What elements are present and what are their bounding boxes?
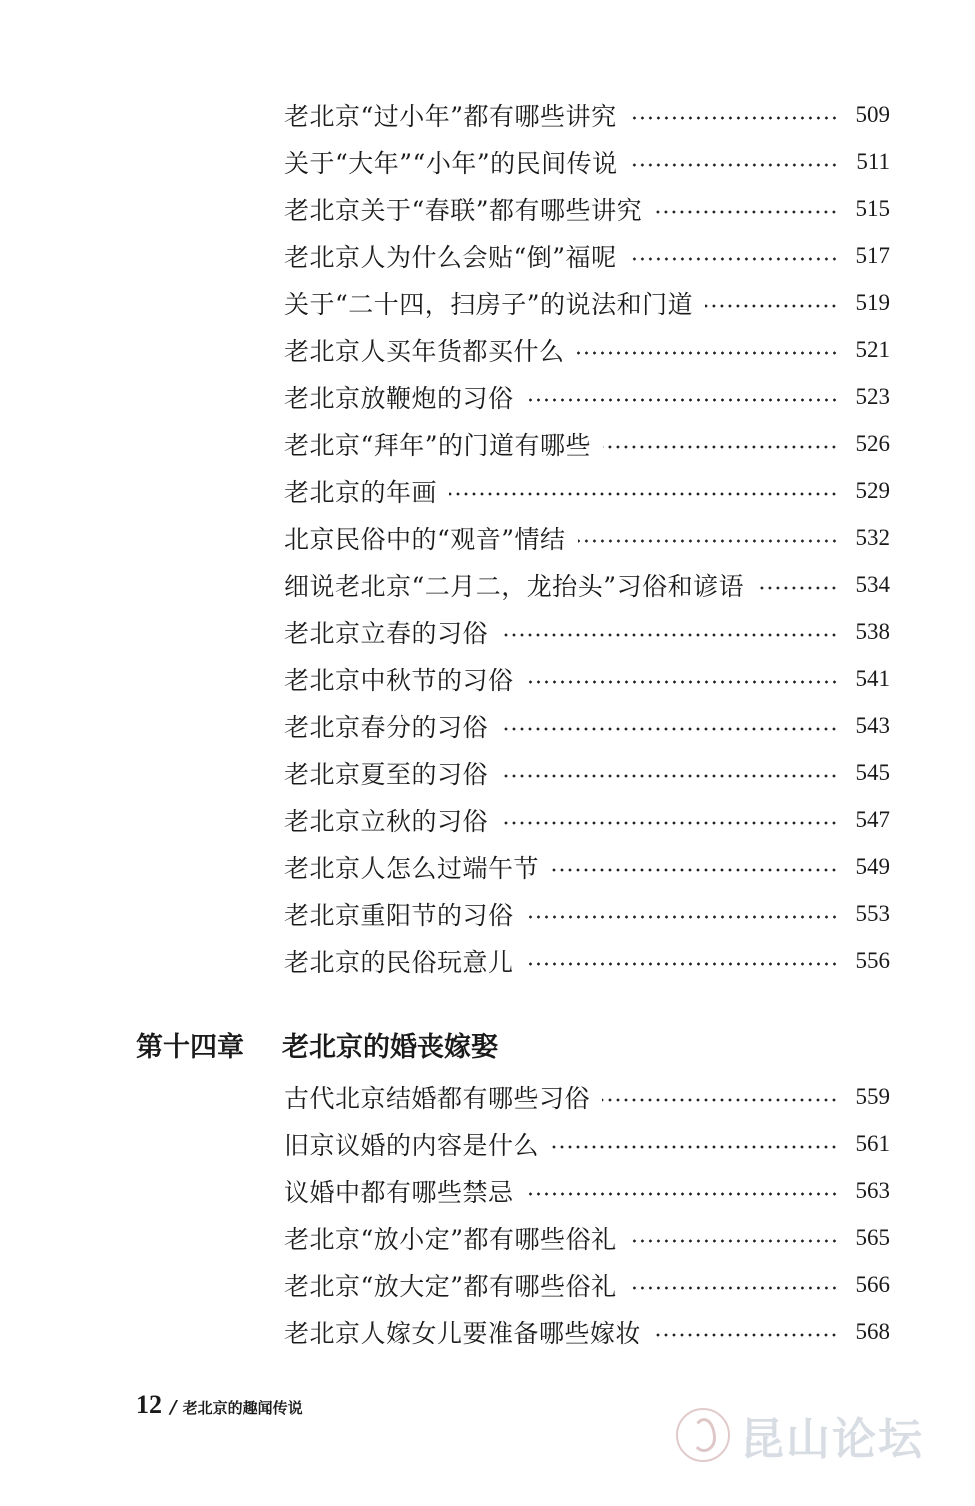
toc-entry-title: 细说老北京“二月二，龙抬头”习俗和谚语 [284, 572, 745, 601]
toc-entry-title: 老北京夏至的习俗 [284, 760, 489, 789]
toc-entry-page: 547 [855, 807, 890, 832]
toc-entry-page: 543 [855, 713, 890, 738]
chapter-heading[interactable] [136, 1024, 498, 1064]
watermark [676, 1405, 924, 1465]
toc-entry[interactable] [284, 518, 890, 558]
dot-leader [602, 1098, 838, 1102]
toc-entry[interactable] [284, 753, 890, 793]
toc-entry[interactable] [284, 894, 890, 934]
toc-entry-title: 老北京立春的习俗 [284, 619, 489, 648]
toc-entry[interactable] [284, 612, 890, 652]
toc-entry-title: 旧京议婚的内容是什么 [284, 1131, 540, 1160]
toc-entry-page: 565 [855, 1225, 890, 1250]
toc-entry-title: 古代北京结婚都有哪些习俗 [284, 1084, 591, 1113]
toc-entry-title: 老北京立秋的习俗 [284, 807, 489, 836]
toc-entry[interactable] [284, 471, 890, 511]
toc-entry-page: 517 [855, 243, 890, 268]
toc-entry[interactable] [284, 283, 890, 323]
toc-entry[interactable] [284, 95, 890, 135]
toc-entry-page: 534 [855, 572, 890, 597]
toc-entry-title: 老北京关于“春联”都有哪些讲究 [284, 196, 643, 225]
toc-entry-title: 老北京“拜年”的门道有哪些 [284, 431, 592, 460]
toc-entry[interactable] [284, 424, 890, 464]
toc-entry[interactable] [284, 377, 890, 417]
dot-leader [577, 351, 838, 355]
dot-leader [526, 1192, 838, 1196]
page-number: 12 [136, 1390, 162, 1419]
toc-entry[interactable] [284, 847, 890, 887]
book-title: 老北京的趣闻传说 [182, 1399, 303, 1417]
kunshan-forum-logo-icon [676, 1408, 730, 1462]
toc-entry-page: 561 [855, 1131, 890, 1156]
dot-leader [629, 116, 838, 120]
toc-entry-page: 549 [855, 854, 890, 879]
toc-entry-title: 北京民俗中的“观音”情结 [284, 525, 566, 554]
toc-entry-page: 523 [855, 384, 890, 409]
dot-leader [705, 304, 838, 308]
toc-entry-page: 545 [855, 760, 890, 785]
toc-entry-page: 515 [855, 196, 890, 221]
toc-entry-page: 566 [855, 1272, 890, 1297]
toc-entry-page: 559 [855, 1084, 890, 1109]
dot-leader [526, 962, 838, 966]
toc-entry-page: 532 [855, 525, 890, 550]
toc-entry-title: 老北京人怎么过端午节 [284, 854, 540, 883]
toc-entry-page: 526 [855, 431, 890, 456]
toc-entry-page: 553 [855, 901, 890, 926]
toc-entry-page: 568 [855, 1319, 890, 1344]
chapter-number: 第十四章 [136, 1031, 244, 1063]
toc-entry-title: 老北京“放小定”都有哪些俗礼 [284, 1225, 617, 1254]
dot-leader [449, 492, 838, 496]
toc-entry-page: 556 [855, 948, 890, 973]
toc-entry-page: 541 [855, 666, 890, 691]
toc-entry-title: 老北京人嫁女儿要准备哪些嫁妆 [284, 1319, 642, 1348]
toc-entry-title: 老北京的民俗玩意儿 [284, 948, 514, 977]
dot-leader [500, 821, 838, 825]
toc-entry-title: 老北京“放大定”都有哪些俗礼 [284, 1272, 617, 1301]
toc-entry[interactable] [284, 1218, 890, 1258]
dot-leader [629, 257, 838, 261]
dot-leader [526, 680, 838, 684]
dot-leader [629, 1239, 838, 1243]
dot-leader [500, 727, 838, 731]
dot-leader [578, 539, 838, 543]
toc-entry-page: 538 [855, 619, 890, 644]
dot-leader [630, 163, 838, 167]
dot-leader [551, 1145, 838, 1149]
toc-entry-title: 老北京的年画 [284, 478, 438, 507]
toc-entry-title: 关于“大年”“小年”的民间传说 [284, 149, 618, 178]
dot-leader [756, 586, 838, 590]
toc-entry[interactable] [284, 330, 890, 370]
toc-entry-page: 529 [855, 478, 890, 503]
toc-entry-page: 521 [855, 337, 890, 362]
toc-entry-title: 老北京重阳节的习俗 [284, 901, 514, 930]
dot-leader [526, 398, 838, 402]
dot-leader [526, 915, 838, 919]
toc-entry-page: 563 [855, 1178, 890, 1203]
toc-entry[interactable] [284, 800, 890, 840]
dot-leader [653, 1333, 838, 1337]
toc-entry-title: 老北京春分的习俗 [284, 713, 489, 742]
dot-leader [500, 633, 838, 637]
toc-entry-title: 老北京人为什么会贴“倒”福呢 [284, 243, 617, 272]
footer-separator: / [170, 1397, 177, 1418]
toc-entry-page: 519 [855, 290, 890, 315]
watermark-text: 昆山论坛 [740, 1414, 924, 1465]
toc-entry-title: 关于“二十四，扫房子”的说法和门道 [284, 290, 694, 319]
toc-entry-title: 老北京“过小年”都有哪些讲究 [284, 102, 617, 131]
toc-entry-title: 老北京放鞭炮的习俗 [284, 384, 514, 413]
toc-entry[interactable] [284, 142, 890, 182]
toc-entry[interactable] [284, 1171, 890, 1211]
toc-entry-title: 老北京中秋节的习俗 [284, 666, 514, 695]
dot-leader [654, 210, 838, 214]
toc-entry[interactable] [284, 706, 890, 746]
toc-entry-title: 老北京人买年货都买什么 [284, 337, 565, 366]
toc-entry-page: 511 [856, 149, 890, 174]
chapter-title: 老北京的婚丧嫁娶 [282, 1031, 498, 1063]
toc-entry[interactable] [284, 1312, 890, 1352]
toc-entry[interactable] [284, 1265, 890, 1305]
toc-entry[interactable] [284, 659, 890, 699]
toc-entry[interactable] [284, 189, 890, 229]
toc-entry[interactable] [284, 1077, 890, 1117]
toc-entry[interactable] [284, 941, 890, 981]
dot-leader [603, 445, 838, 449]
toc-entry-page: 509 [855, 102, 890, 127]
dot-leader [551, 868, 838, 872]
page-footer [136, 1390, 303, 1420]
dot-leader [629, 1286, 838, 1290]
toc-entry[interactable] [284, 1124, 890, 1164]
dot-leader [500, 774, 838, 778]
toc-entry[interactable] [284, 236, 890, 276]
toc-entry-title: 议婚中都有哪些禁忌 [284, 1178, 514, 1207]
toc-entry[interactable] [284, 565, 890, 605]
